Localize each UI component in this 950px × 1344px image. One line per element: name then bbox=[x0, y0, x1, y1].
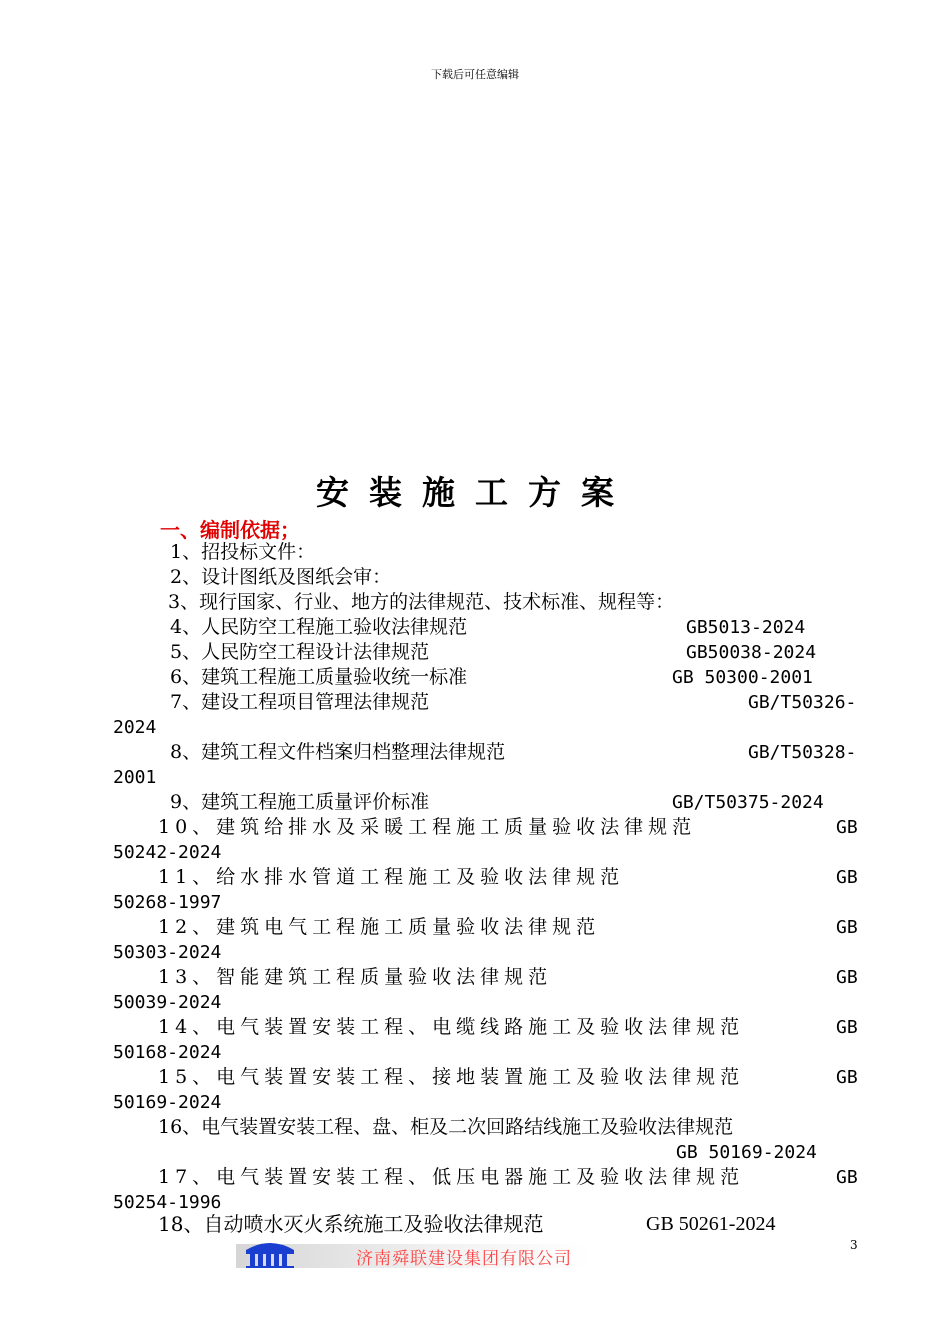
standard-code: GB/T50328- bbox=[748, 742, 857, 763]
standard-code: GB bbox=[836, 1017, 858, 1038]
standard-code: GB/T50375-2024 bbox=[672, 792, 824, 813]
standard-code: GB 50169-2024 bbox=[676, 1142, 817, 1163]
standard-code-continued: 50254-1996 bbox=[113, 1192, 222, 1213]
standard-code: GB5013-2024 bbox=[686, 617, 806, 638]
list-item: 8、建筑工程文件档案归档整理法律规范 bbox=[170, 741, 506, 763]
list-item: 13、智能建筑工程质量验收法律规范 bbox=[158, 966, 553, 988]
standard-code: GB bbox=[836, 867, 858, 888]
page-number: 3 bbox=[850, 1238, 858, 1252]
list-item: 16、电气装置安装工程、盘、柜及二次回路结线施工及验收法律规范 bbox=[158, 1116, 734, 1138]
standard-code-continued: 50039-2024 bbox=[113, 992, 222, 1013]
page-header: 下载后可任意编辑 bbox=[431, 68, 519, 81]
standard-code: GB bbox=[836, 967, 858, 988]
list-item: 2、设计图纸及图纸会审： bbox=[170, 566, 392, 588]
list-item: 1、招投标文件： bbox=[170, 541, 316, 563]
list-item: 12、建筑电气工程施工质量验收法律规范 bbox=[158, 916, 601, 938]
list-item: 3、现行国家、行业、地方的法律规范、技术标准、规程等： bbox=[168, 591, 675, 613]
standard-code-continued: 50268-1997 bbox=[113, 892, 222, 913]
standard-code: GB bbox=[836, 917, 858, 938]
list-item: 10、建筑给排水及采暖工程施工质量验收法律规范 bbox=[158, 816, 697, 838]
list-item: 15、电气装置安装工程、接地装置施工及验收法律规范 bbox=[158, 1066, 745, 1088]
document-title: 安装施工方案 bbox=[316, 473, 634, 512]
standard-code-continued: 50168-2024 bbox=[113, 1042, 222, 1063]
standard-code-continued: 50303-2024 bbox=[113, 942, 222, 963]
list-item: 18、自动喷水灭火系统施工及验收法律规范 bbox=[158, 1212, 544, 1236]
company-name: 济南舜联建设集团有限公司 bbox=[356, 1249, 572, 1269]
list-item: 6、建筑工程施工质量验收统一标准 bbox=[170, 666, 468, 688]
section-heading: 一、编制依据； bbox=[160, 518, 300, 542]
standard-code: GB bbox=[836, 1067, 858, 1088]
list-item: 4、人民防空工程施工验收法律规范 bbox=[170, 616, 468, 638]
standard-code: GB/T50326- bbox=[748, 692, 857, 713]
list-item: 11、给水排水管道工程施工及验收法律规范 bbox=[158, 866, 625, 888]
list-item: 7、建设工程项目管理法律规范 bbox=[170, 691, 430, 713]
list-item: 9、建筑工程施工质量评价标准 bbox=[170, 791, 430, 813]
list-item: 14、电气装置安装工程、电缆线路施工及验收法律规范 bbox=[158, 1016, 745, 1038]
company-logo-icon bbox=[244, 1238, 296, 1268]
standard-code: GB 50261-2024 bbox=[646, 1213, 776, 1235]
standard-code: GB bbox=[836, 817, 858, 838]
list-item: 5、人民防空工程设计法律规范 bbox=[170, 641, 430, 663]
standard-code-continued: 50169-2024 bbox=[113, 1092, 222, 1113]
standard-code-continued: 2001 bbox=[113, 767, 157, 788]
standard-code: GB50038-2024 bbox=[686, 642, 817, 663]
standard-code-continued: 50242-2024 bbox=[113, 842, 222, 863]
standard-code: GB 50300-2001 bbox=[672, 667, 813, 688]
standard-code: GB bbox=[836, 1167, 858, 1188]
list-item: 17、电气装置安装工程、低压电器施工及验收法律规范 bbox=[158, 1166, 745, 1188]
standard-code-continued: 2024 bbox=[113, 717, 157, 738]
